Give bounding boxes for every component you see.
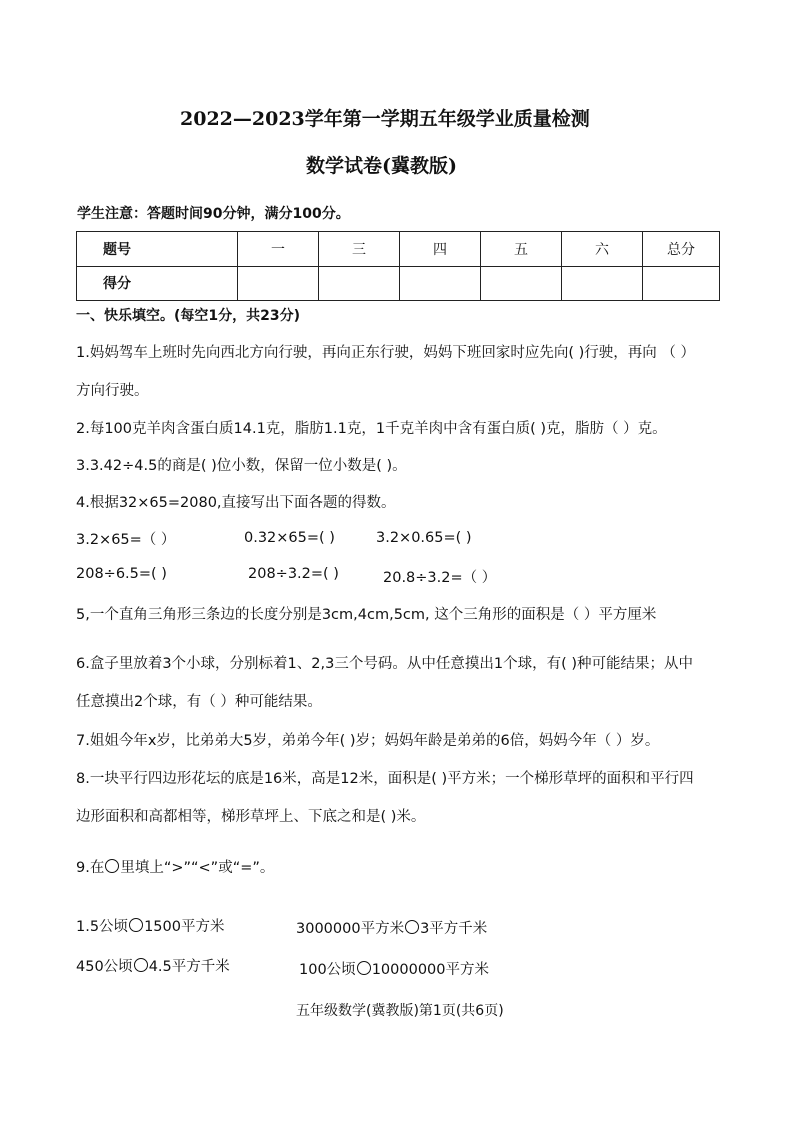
question-7: 7.姐姐今年x岁，比弟弟大5岁，弟弟今年( )岁；妈妈年龄是弟弟的6倍，妈妈今年（ ）岁。 bbox=[76, 733, 660, 749]
score-cell-label: 题号 bbox=[77, 232, 238, 267]
score-table bbox=[76, 231, 720, 301]
score-cell: 一 bbox=[238, 232, 319, 267]
score-cell: 三 bbox=[319, 232, 400, 267]
section-heading: 一、快乐填空。(每空1分，共23分) bbox=[76, 308, 301, 324]
q9-left: 1.5公顷 bbox=[76, 919, 129, 935]
page-subtitle: 数学试卷(冀教版) bbox=[306, 155, 457, 177]
question-6-cont: 任意摸出2个球，有（ ）种可能结果。 bbox=[76, 694, 322, 710]
score-cell: 总分 bbox=[643, 232, 720, 267]
q4-item: 20.8÷3.2=（ ） bbox=[383, 570, 497, 586]
comparison-blank[interactable] bbox=[129, 918, 143, 932]
q9-item bbox=[299, 958, 489, 979]
circle-blank-icon bbox=[105, 859, 119, 873]
question-8-cont: 边形面积和高都相等，梯形草坪上、下底之和是( )米。 bbox=[76, 809, 426, 825]
q9-right: 4.5平方千米 bbox=[148, 959, 230, 975]
q9-item bbox=[296, 917, 487, 938]
q9-item bbox=[76, 915, 224, 936]
score-input-cell[interactable] bbox=[562, 266, 643, 301]
q9-right: 1500平方米 bbox=[144, 919, 225, 935]
comparison-blank[interactable] bbox=[134, 958, 148, 972]
exam-notice: 学生注意：答题时间90分钟，满分100分。 bbox=[77, 206, 350, 222]
comparison-blank[interactable] bbox=[405, 920, 419, 934]
page-title: 2022—2023学年第一学期五年级学业质量检测 bbox=[180, 108, 590, 130]
score-cell: 六 bbox=[562, 232, 643, 267]
q9-left: 450公顷 bbox=[76, 959, 133, 975]
question-5: 5,一个直角三角形三条边的长度分别是3cm,4cm,5cm, 这个三角形的面积是（ ）平方厘米 bbox=[76, 607, 657, 623]
q9-prefix: 9.在 bbox=[76, 860, 105, 876]
score-input-cell[interactable] bbox=[643, 266, 720, 301]
q9-left: 100公顷 bbox=[299, 962, 356, 978]
question-8: 8.一块平行四边形花坛的底是16米，高是12米，面积是( )平方米；一个梯形草坪的面积和平行四 bbox=[76, 771, 694, 787]
question-1: 1.妈妈驾车上班时先向西北方向行驶，再向正东行驶，妈妈下班回家时应先向( )行驶，再向 （ ） bbox=[76, 345, 695, 361]
score-input-cell[interactable] bbox=[238, 266, 319, 301]
score-table-header-row bbox=[77, 232, 720, 267]
question-2: 2.每100克羊肉含蛋白质14.1克，脂肪1.1克，1千克羊肉中含有蛋白质( )克，脂肪（ ）克。 bbox=[76, 421, 667, 437]
q4-item: 3.2×65=（ ） bbox=[76, 532, 176, 548]
q9-left: 3000000平方米 bbox=[296, 921, 405, 937]
score-input-cell[interactable] bbox=[319, 266, 400, 301]
score-input-cell[interactable] bbox=[400, 266, 481, 301]
page-footer: 五年级数学(冀教版)第1页(共6页) bbox=[296, 1003, 504, 1019]
question-4: 4.根据32×65=2080,直接写出下面各题的得数。 bbox=[76, 495, 396, 511]
question-1-cont: 方向行驶。 bbox=[76, 383, 149, 399]
q4-item: 208÷3.2=( ) bbox=[248, 566, 339, 582]
score-input-cell[interactable] bbox=[481, 266, 562, 301]
comparison-blank[interactable] bbox=[357, 961, 371, 975]
score-cell: 五 bbox=[481, 232, 562, 267]
question-3: 3.3.42÷4.5的商是( )位小数，保留一位小数是( )。 bbox=[76, 458, 407, 474]
score-cell-label: 得分 bbox=[77, 266, 238, 301]
q9-item bbox=[76, 955, 230, 976]
question-9 bbox=[76, 856, 274, 877]
score-table-score-row bbox=[77, 266, 720, 301]
q4-item: 0.32×65=( ) bbox=[244, 530, 335, 546]
q9-right: 3平方千米 bbox=[420, 921, 488, 937]
q9-suffix: 里填上“>”“<”或“=”。 bbox=[120, 860, 275, 876]
question-6: 6.盒子里放着3个小球，分别标着1、2,3三个号码。从中任意摸出1个球，有( )种可能结果；从中 bbox=[76, 656, 693, 672]
q9-right: 10000000平方米 bbox=[371, 962, 489, 978]
q4-item: 3.2×0.65=( ) bbox=[376, 530, 472, 546]
q4-item: 208÷6.5=( ) bbox=[76, 566, 167, 582]
score-cell: 四 bbox=[400, 232, 481, 267]
